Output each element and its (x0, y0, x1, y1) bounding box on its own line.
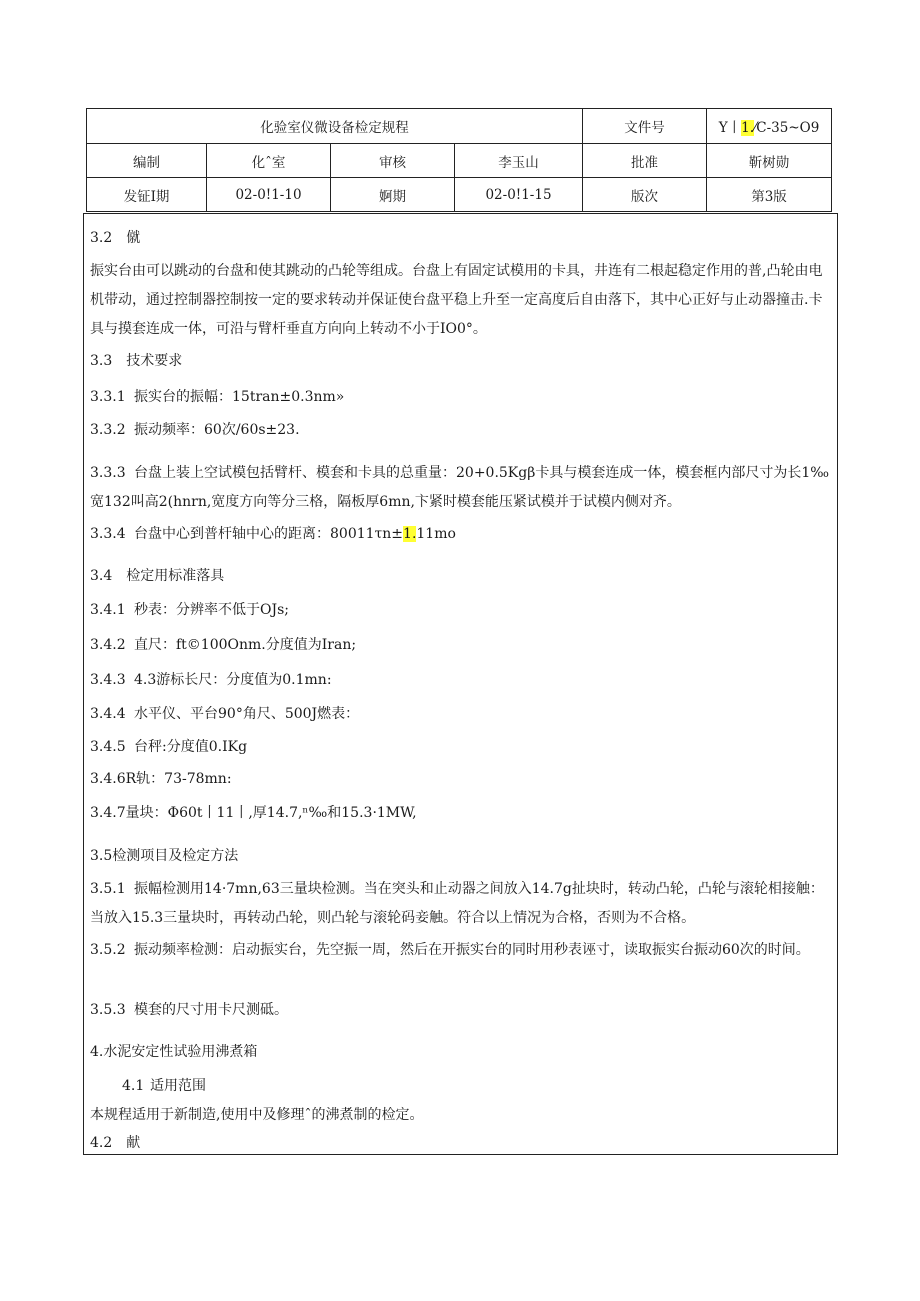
item-3-3-4 (90, 524, 833, 544)
file-no-prefix: Y丨 (718, 120, 742, 136)
item-3-3-3 (90, 459, 833, 517)
item-number: 4.1 (122, 1078, 145, 1094)
item-text: 秒表：分辨率不低于OJs; (134, 602, 289, 618)
section-4-title: 4.水泥安定性试验用沸煮箱 (90, 1044, 258, 1060)
section-4-2-title: 4.2 献 (90, 1135, 141, 1151)
item-text: 振幅检测用14·7mn,63三量块检测。当在突头和止动器之间放入14.7g扯块时，转动凸轮，凸轮与滚轮相接触：当放入15.3三量块时，再转动凸轮，则凸轮与滚轮码妾触。符合以上情况为合格，否则为不合格。 (90, 881, 824, 926)
item-number: 3.5.2 (90, 942, 126, 958)
item-number: 3.4.4 (90, 706, 126, 722)
approve-label: 批准 (583, 144, 707, 178)
section-3-2-title: 3.2 僦 (90, 230, 141, 246)
item-3-5-1 (90, 875, 833, 933)
header-table (86, 108, 832, 212)
item-text: 4.3游标长尺：分度值为0.1mn: (134, 672, 332, 688)
item-3-4-2 (90, 635, 833, 655)
file-no-highlight: 1. (741, 120, 754, 136)
version-label: 版次 (583, 178, 707, 212)
approve-value: 靳树勋 (707, 144, 832, 178)
item-number: 3.5.3 (90, 1002, 126, 1018)
item-3-4-4 (90, 704, 833, 724)
item-text: 直尺：ft©100Onm.分度值为Iran; (134, 637, 357, 653)
item-number: 3.4.1 (90, 602, 126, 618)
item-text-a: 台盘中心到普杆轴中心的距离：80011τn± (134, 526, 404, 542)
item-3-3-2 (90, 420, 833, 440)
item-3-5-2 (90, 936, 833, 965)
section-4-1-title (122, 1076, 833, 1096)
section-3-5-title: 3.5检测项目及检定方法 (90, 848, 239, 864)
item-text: 台盘上装上空试模包括臂杆、模套和卡具的总重量：20+0.5Kgβ卡具与模套连成一体，模套框内部尺寸为长1‰宽132叫高2(hnrn,宽度方向等分三格，隔板厚6mn,卞紧时模套能压紧试模并于试模内侧对齐。 (90, 465, 830, 510)
item-text-highlight: 1. (403, 526, 417, 542)
section-3-4-title: 3.4 检定用标准落具 (90, 568, 225, 584)
item-text: 振动频率检测：启动振实台，先空振一周，然后在开振实台的同时用秒表诬寸，读取振实台振动60次的时间。 (134, 942, 810, 958)
item-number: 3.3.3 (90, 465, 126, 481)
item-number: 3.5.1 (90, 881, 126, 897)
document-title: 化验室仪微设备检定规程 (87, 109, 583, 144)
item-text-b: 11mo (416, 526, 456, 542)
item-number: 3.4.5 (90, 739, 126, 755)
file-no-value (707, 109, 832, 144)
review-value: 李玉山 (455, 144, 583, 178)
item-3-4-1 (90, 600, 833, 620)
item-text: 模套的尺寸用卡尺测砥。 (134, 1002, 288, 1018)
item-number: 3.3.1 (90, 389, 126, 405)
impl-date-label: 婀期 (331, 178, 455, 212)
issue-date-label: 发钲I期 (87, 178, 207, 212)
item-3-4-5 (90, 737, 833, 757)
section-4-1-body: 本规程适用于新制造,使用中及修理ˆ的沸煮制的检定。 (90, 1107, 424, 1123)
item-text: 适用范围 (150, 1078, 206, 1094)
section-3-3-title: 3.3 技术要求 (90, 353, 183, 369)
item-number: 3.3.2 (90, 422, 126, 438)
item-text: 水平仪、平台90°角尺、500J燃表： (134, 706, 360, 722)
file-no-label: 文件号 (583, 109, 707, 144)
item-number: 3.4.3 (90, 672, 126, 688)
impl-date-value: 02-0!1-15 (455, 178, 583, 212)
item-text: 振动频率：60次/60s±23. (134, 422, 300, 438)
item-3-5-3 (90, 1000, 833, 1020)
item-text: 振实台的振幅：15tran±0.3nm» (134, 389, 345, 405)
item-3-4-6: 3.4.6R轨：73-78mn: (90, 771, 232, 787)
item-text: 台秤:分度值0.IKg (134, 739, 248, 755)
item-3-4-7: 3.4.7量块：Φ60t丨11丨,厚14.7,ⁿ‰和15.3·1MW, (90, 805, 417, 821)
version-value: 第3版 (707, 178, 832, 212)
file-no-suffix: ⁄C-35~O9 (754, 120, 820, 136)
content-box (83, 213, 838, 1155)
item-number: 3.3.4 (90, 526, 126, 542)
item-3-4-3 (90, 670, 833, 690)
section-3-2-body: 振实台由可以跳动的台盘和使其跳动的凸轮等组成。台盘上有固定试模用的卡具，井连有二根起稳定作用的普,凸轮由电机带动，通过控制器控制按一定的要求转动并保证使台盘平稳上升至一定高度后自由落下，其中心正好与止动器撞击.卡具与摸套连成一体，可沿与臂杆垂直方向向上转动不小于IO0°。 (90, 263, 823, 337)
item-number: 3.4.2 (90, 637, 126, 653)
review-label: 审核 (331, 144, 455, 178)
edit-label: 编制 (87, 144, 207, 178)
item-3-3-1 (90, 387, 833, 407)
edit-value: 化ˆ室 (207, 144, 331, 178)
issue-date-value: 02-0!1-10 (207, 178, 331, 212)
